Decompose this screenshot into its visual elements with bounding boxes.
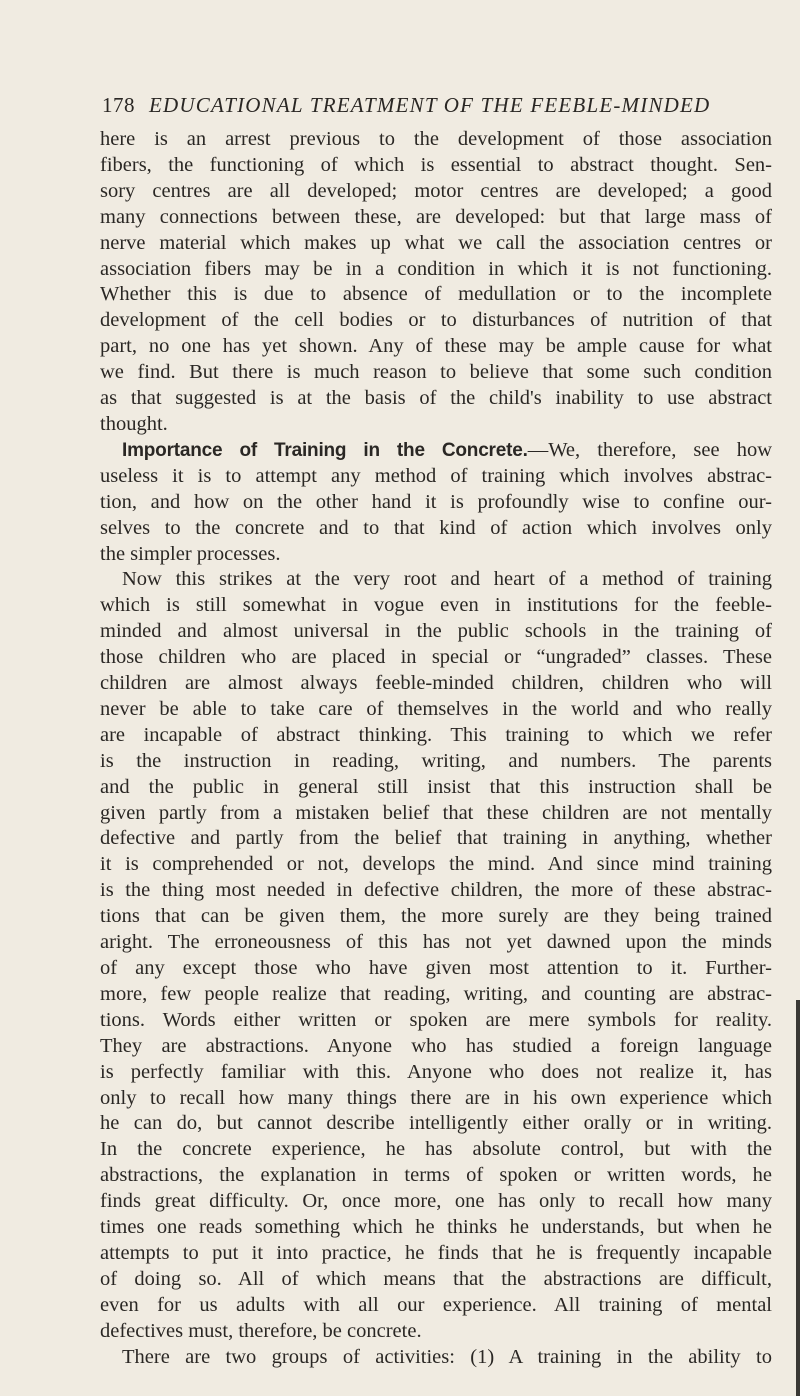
text-line: only to recall how many things there are in his own experience which <box>100 1086 772 1109</box>
text-line: given partly from a mistaken belief that these children are not mentally <box>100 801 772 824</box>
text-line: tion, and how on the other hand it is profoundly wise to confine our- <box>100 490 772 513</box>
text-line: is the instruction in reading, writing, and numbers. The parents <box>100 749 772 772</box>
text-line: defectives must, therefore, be concrete. <box>100 1319 422 1342</box>
text-line: never be able to take care of themselves in the world and who really <box>100 697 772 720</box>
text-line: children are almost always feeble-minded children, children who will <box>100 672 772 695</box>
paragraph <box>100 567 772 1344</box>
text-line: is the thing most needed in defective children, the more of these abstrac- <box>100 879 772 902</box>
running-title: EDUCATIONAL TREATMENT OF THE FEEBLE-MINDED <box>149 93 711 117</box>
paragraph <box>100 1345 772 1371</box>
text-line: fibers, the functioning of which is essential to abstract thought. Sen- <box>100 153 772 176</box>
text-line: finds great difficulty. Or, once more, one has only to recall how many <box>100 1190 772 1213</box>
text-line: the simpler processes. <box>100 542 281 565</box>
text-line: even for us adults with all our experience. All training of mental <box>100 1293 772 1316</box>
running-header <box>102 93 782 118</box>
text-line: many connections between these, are developed: but that large mass of <box>100 205 772 228</box>
text-line: Whether this is due to absence of medullation or to the incomplete <box>100 283 772 306</box>
text-line: nerve material which makes up what we call the association centres or <box>100 231 772 254</box>
text-line: which is still somewhat in vogue even in institutions for the feeble- <box>100 594 772 617</box>
text-line: tions that can be given them, the more surely are they being trained <box>100 905 772 928</box>
text-line: of doing so. All of which means that the abstractions are difficult, <box>100 1267 772 1290</box>
text-line: minded and almost universal in the public schools in the training of <box>100 620 772 643</box>
text-line: attempts to put it into practice, he finds that he is frequently incapable <box>100 1241 772 1264</box>
text-line: here is an arrest previous to the development of those association <box>100 128 772 150</box>
text-line: thought. <box>100 412 168 435</box>
text-line: those children who are placed in special or “ungraded” classes. These <box>100 646 772 669</box>
text-line <box>100 438 772 464</box>
text-line: of any except those who have given most attention to it. Further- <box>100 957 772 979</box>
text-line: useless it is to attempt any method of training which involves abstrac- <box>100 464 772 487</box>
text-line: abstractions, the explanation in terms of spoken or written words, he <box>100 1164 772 1187</box>
text-line: defective and partly from the belief that training in anything, whether <box>100 827 772 850</box>
text-line: selves to the concrete and to that kind of action which involves only <box>100 516 772 539</box>
text-line: more, few people realize that reading, writing, and counting are abstrac- <box>100 982 772 1005</box>
heading-continuation: —We, therefore, see how <box>527 438 772 461</box>
text-line: we find. But there is much reason to believe that some such condition <box>100 361 772 384</box>
text-line: development of the cell bodies or to disturbances of nutrition of that <box>100 309 772 332</box>
text-line: In the concrete experience, he has absolute control, but with the <box>100 1138 772 1161</box>
page-edge-shadow <box>796 1000 800 1396</box>
text-line: They are abstractions. Anyone who has studied a foreign language <box>100 1034 772 1057</box>
text-line: There are two groups of activities: (1) A training in the ability to <box>122 1345 772 1368</box>
text-line: Now this strikes at the very root and heart of a method of training <box>122 568 772 591</box>
text-line: is perfectly familiar with this. Anyone who does not realize it, has <box>100 1060 772 1083</box>
text-line: aright. The erroneousness of this has not yet dawned upon the minds <box>100 931 772 954</box>
section-heading: Importance of Training in the Concrete. <box>122 439 528 461</box>
text-line: as that suggested is at the basis of the child's inability to use abstract <box>100 387 772 410</box>
text-line: tions. Words either written or spoken are mere symbols for reality. <box>100 1008 772 1031</box>
paragraph <box>100 438 772 568</box>
text-line: he can do, but cannot describe intelligently either orally or in writing. <box>100 1112 772 1135</box>
text-line: sory centres are all developed; motor centres are developed; a good <box>100 179 772 202</box>
text-line: association fibers may be in a condition in which it is not functioning. <box>100 257 772 280</box>
text-line: are incapable of abstract thinking. This training to which we refer <box>100 723 772 746</box>
text-line: part, no one has yet shown. Any of these may be ample cause for what <box>100 335 772 358</box>
paragraph <box>100 127 772 438</box>
text-line: times one reads something which he thinks he understands, but when he <box>100 1216 772 1239</box>
text-line: it is comprehended or not, develops the mind. And since mind training <box>100 853 772 876</box>
page-number: 178 <box>102 93 135 117</box>
body-text <box>100 127 772 1371</box>
text-line: and the public in general still insist that this instruction shall be <box>100 775 772 798</box>
